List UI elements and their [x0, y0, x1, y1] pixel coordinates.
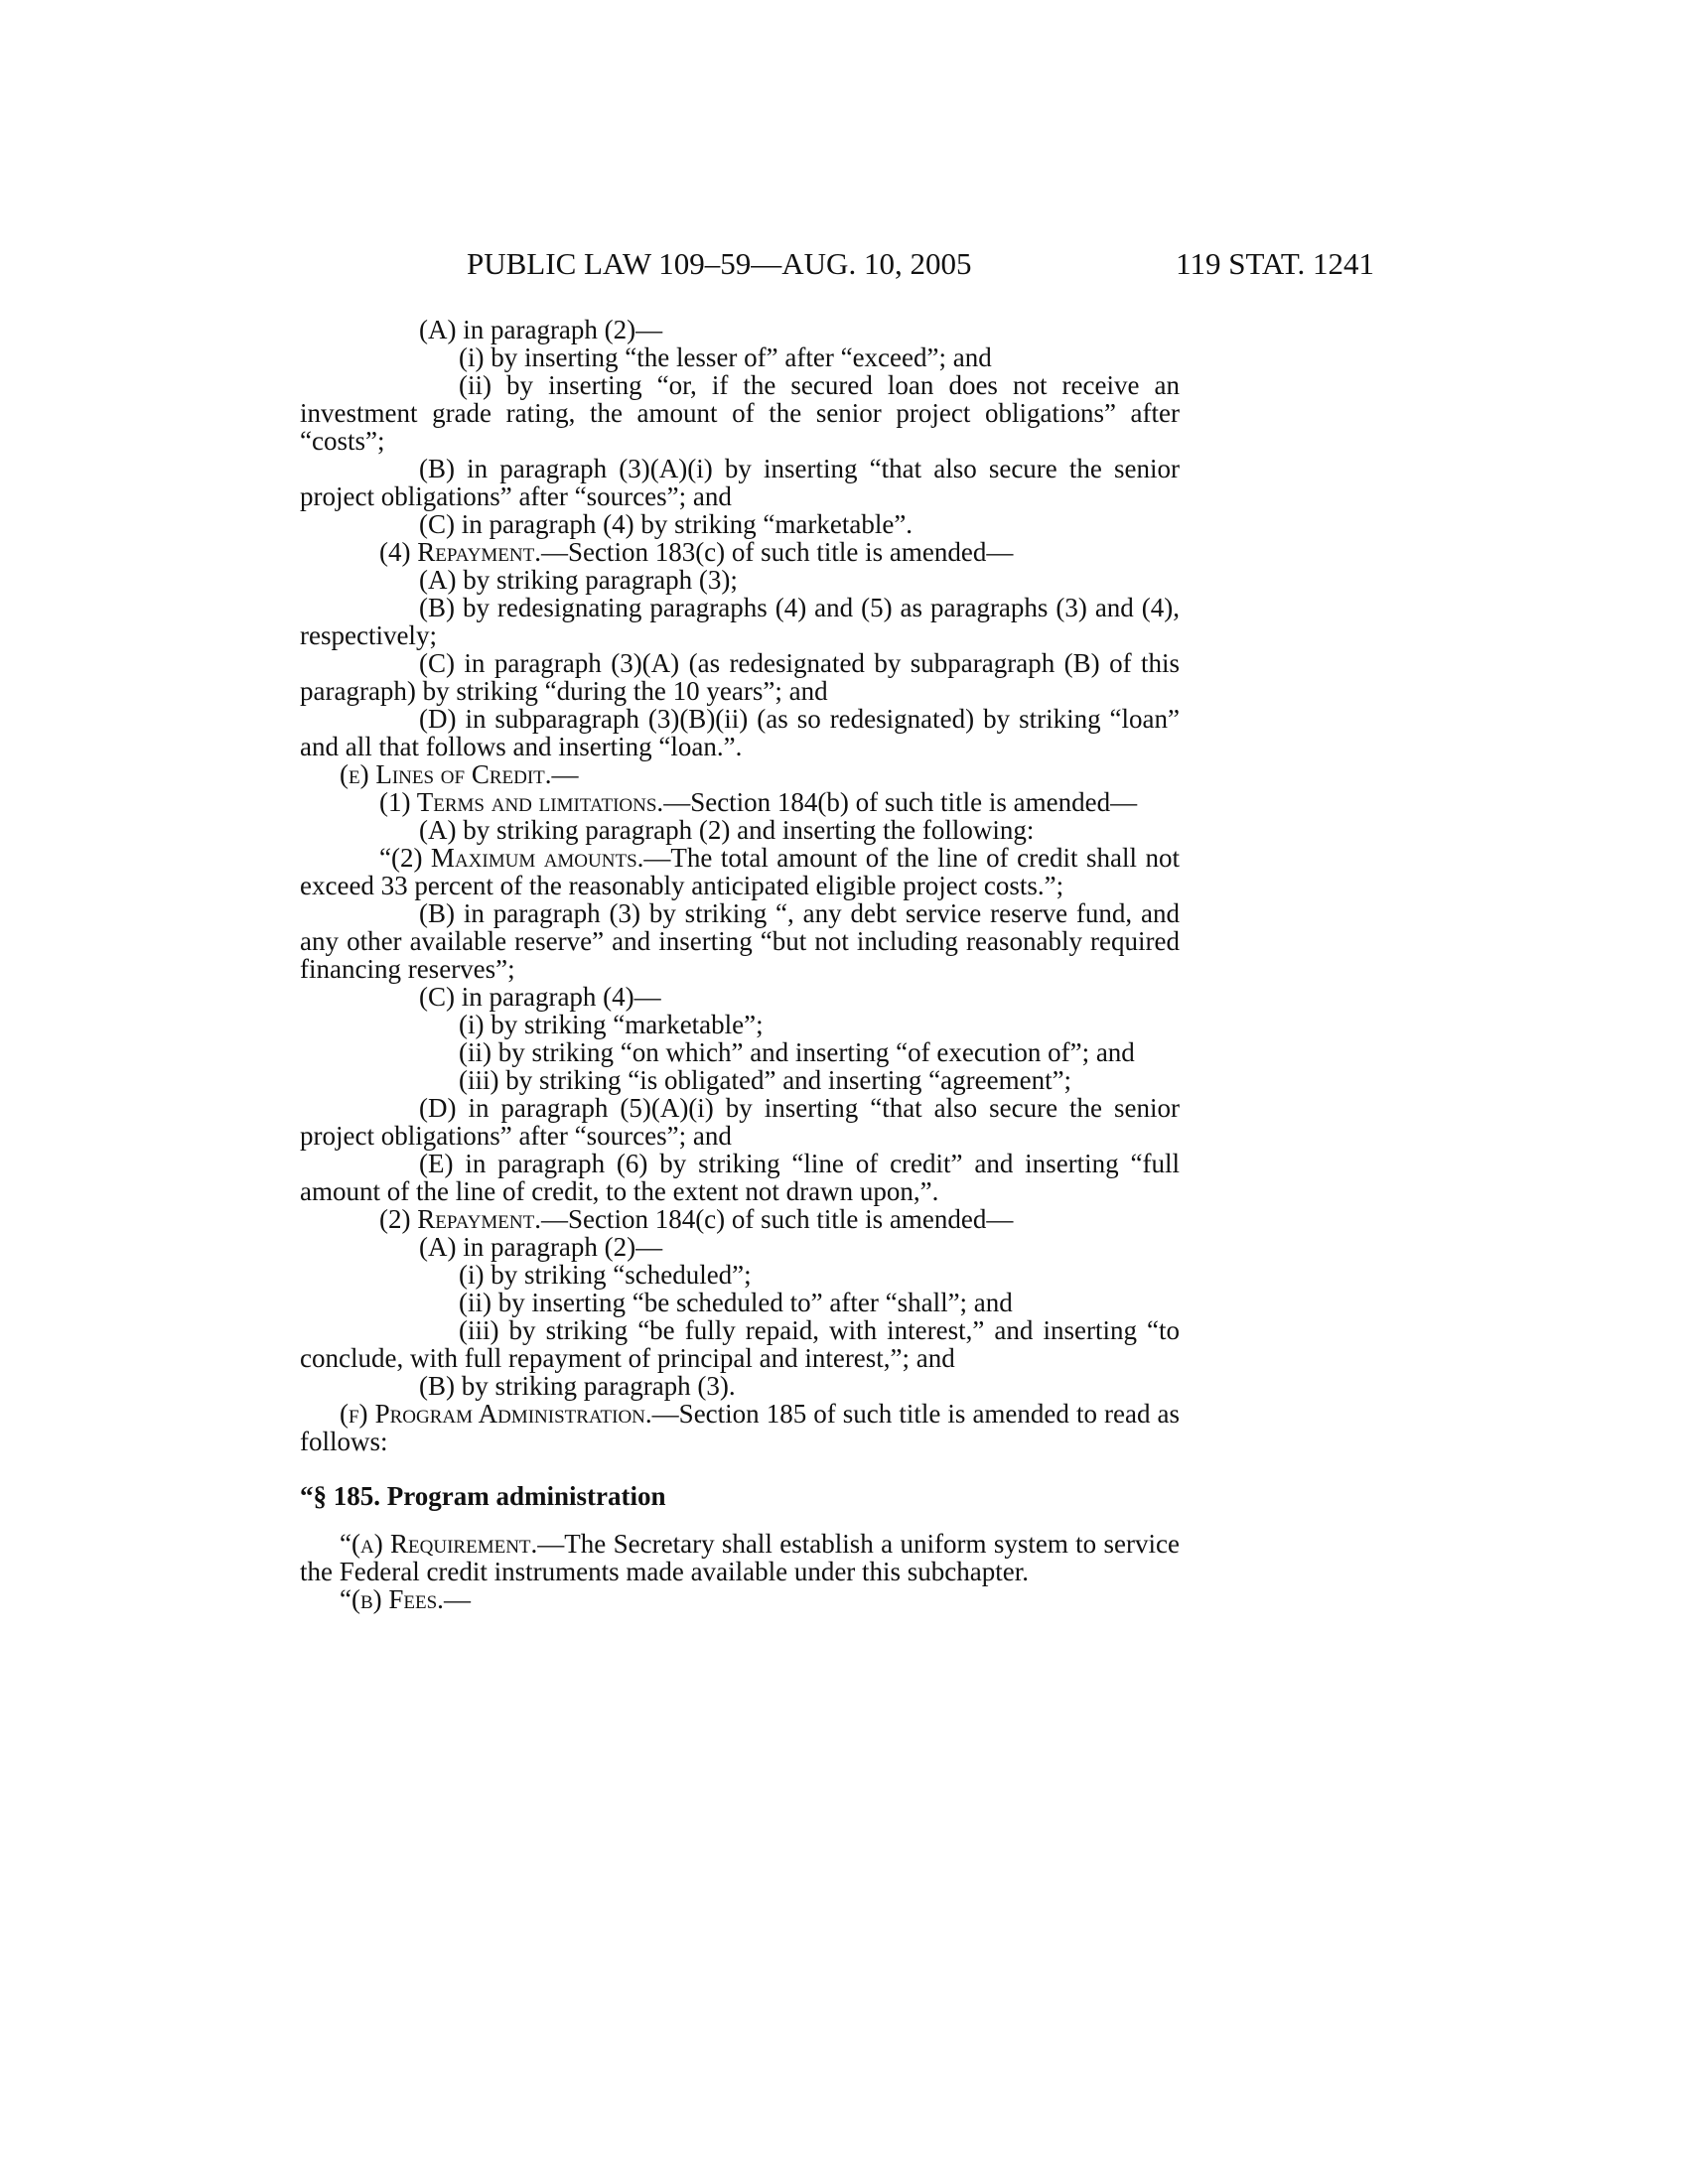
paragraph-text: —The total amount of the line of credit shall not exceed 33 percent of the reasonably anticipated eligible project costs.”;	[300, 843, 1180, 900]
text-line	[300, 844, 1180, 899]
text-line: (ii) by inserting “be scheduled to” after “shall”; and	[459, 1288, 1013, 1317]
section-heading: “§ 185. Program administration	[300, 1481, 666, 1511]
paragraph-text: —	[443, 1584, 471, 1614]
text-line	[300, 1205, 1180, 1233]
text-line: (A) by striking paragraph (3);	[419, 565, 738, 595]
text-line: (B) by redesignating paragraphs (4) and (5) as paragraphs (3) and (4), respectively;	[300, 593, 1180, 650]
text-line: (A) in paragraph (2)—	[419, 1232, 663, 1262]
paragraph-text: —Section 184(c) of such title is amended—	[540, 1204, 1014, 1234]
text-line: (D) in subparagraph (3)(B)(ii) (as so redesignated) by striking “loan” and all that follows and inserting “loan.”.	[300, 704, 1180, 761]
text-line: (ii) by inserting “or, if the secured loan does not receive an investment grade rating, the amount of the senior project obligations” after “costs”;	[300, 370, 1180, 456]
subsection-heading: “(a) Requirement.	[340, 1529, 538, 1559]
text-line: (B) in paragraph (3)(A)(i) by inserting “that also secure the senior project obligations” after “sources”; and	[300, 454, 1180, 511]
text-line	[300, 1400, 1180, 1455]
subsection-heading: (f) Program Administration.	[340, 1399, 652, 1429]
paragraph-heading: (1) Terms and limitations.	[379, 787, 664, 817]
text-line: (iii) by striking “be fully repaid, with interest,” and inserting “to conclude, with full repayment of principal and interest,”; and	[300, 1315, 1180, 1373]
text-line: (i) by striking “scheduled”;	[459, 1260, 752, 1290]
text-line: (A) in paragraph (2)—	[419, 315, 663, 344]
text-line: (D) in paragraph (5)(A)(i) by inserting “that also secure the senior project obligations” after “sources”; and	[300, 1093, 1180, 1151]
running-header	[300, 244, 1374, 284]
statute-page-number: 119 STAT. 1241	[1176, 246, 1374, 281]
text-line: (i) by striking “marketable”;	[459, 1010, 764, 1039]
text-line: (B) in paragraph (3) by striking “, any debt service reserve fund, and any other available reserve” and inserting “but not including reasonably required financing reserves”;	[300, 898, 1180, 984]
paragraph-heading: (2) Repayment.	[379, 1204, 541, 1234]
paragraph-text: —Section 184(b) of such title is amended—	[663, 787, 1138, 817]
public-law-citation: PUBLIC LAW 109–59—AUG. 10, 2005	[467, 246, 972, 281]
paragraph-text: —Section 185 of such title is amended to read as follows:	[300, 1399, 1181, 1456]
statute-body	[300, 316, 1180, 1613]
text-line	[300, 538, 1180, 566]
paragraph-heading: “(2) Maximum amounts.	[379, 843, 644, 873]
text-line	[300, 760, 1180, 788]
text-line	[300, 1585, 1180, 1613]
text-line: (B) by striking paragraph (3).	[419, 1371, 736, 1401]
text-line: (i) by inserting “the lesser of” after “exceed”; and	[459, 342, 992, 372]
text-line: (iii) by striking “is obligated” and inserting “agreement”;	[459, 1065, 1072, 1095]
subsection-heading: (e) Lines of Credit.	[340, 759, 552, 789]
text-line: (E) in paragraph (6) by striking “line of credit” and inserting “full amount of the line of credit, to the extent not drawn upon,”.	[300, 1149, 1180, 1206]
text-line: (A) by striking paragraph (2) and inserting the following:	[419, 815, 1035, 845]
text-line	[300, 1530, 1180, 1585]
subsection-heading: “(b) Fees.	[340, 1584, 444, 1614]
text-line: (C) in paragraph (4)—	[419, 982, 661, 1012]
text-line: (ii) by striking “on which” and inserting “of execution of”; and	[459, 1037, 1135, 1067]
text-line: (C) in paragraph (3)(A) (as redesignated by subparagraph (B) of this paragraph) by striking “during the 10 years”; and	[300, 648, 1180, 706]
text-line	[300, 788, 1180, 816]
paragraph-text: —	[551, 759, 579, 789]
paragraph-text: —Section 183(c) of such title is amended—	[540, 537, 1014, 567]
paragraph-heading: (4) Repayment.	[379, 537, 541, 567]
paragraph-text: —The Secretary shall establish a uniform system to service the Federal credit instruments made available under this subchapter.	[300, 1529, 1180, 1586]
text-line: (C) in paragraph (4) by striking “marketable”.	[419, 509, 914, 539]
